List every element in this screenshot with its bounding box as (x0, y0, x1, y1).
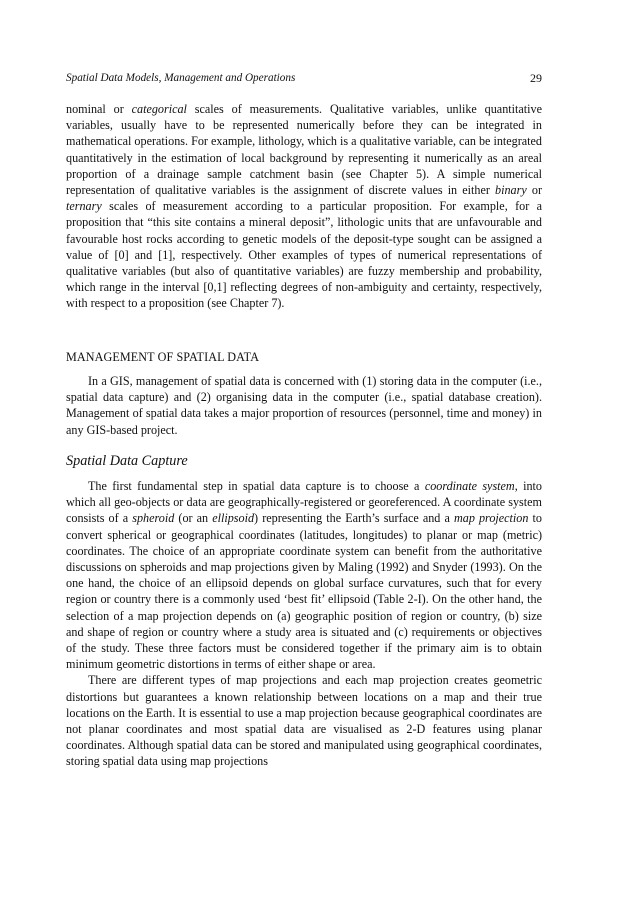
subsection-heading: Spatial Data Capture (66, 453, 188, 469)
term-ellipsoid: ellipsoid (212, 511, 255, 526)
running-title: Spatial Data Models, Management and Operations (66, 72, 296, 84)
paragraph-management (66, 373, 542, 438)
paragraph-qualitative-variables (66, 101, 542, 312)
term-spheroid: spheroid (132, 511, 175, 526)
section-heading: MANAGEMENT OF SPATIAL DATA (66, 350, 260, 364)
body-paragraph: There are different types of map projections and each map projection creates geometric distortions but guarantees a known relationship between locations on a map and their true locations on the Earth. It is essential to use a map projection because geographical coordinates are not planar coordinates and most spatial data are visualised as 2-D features using planar coordinates. Although spatial data can be stored and manipulated using geographical coordinates, storing spatial data using map projections (66, 673, 543, 769)
body-paragraph: nominal or categorical scales of measurements. Qualitative variables, unlike quantitative variables, usually have to be represented numerically before they can be integrated in mathematical operations. For example, lithology, which is a qualitative variable, can be integrated quantitatively in the estimation of local background by representing it numerically as an areal proportion of a drainage sample catchment basin (see Chapter 5). A simple numerical representation of qualitative variables is the assignment of discrete values in either binary or ternary scales of measurement according to a particular proposition. For example, for a proposition that “this site contains a mineral deposit”, lithologic units that are unfavourable and favourable host rocks according to genetic models of the deposit-type sought can be assigned a value of [0] and [1], respectively. Other examples of types of numerical representations of qualitative variables (but also of quantitative variables) are fuzzy membership and probability, which range in the interval [0,1] reflecting degrees of non-ambiguity and certainty, respectively, with respect to a proposition (see Chapter 7). (66, 102, 542, 311)
term-categorical: categorical (131, 102, 187, 116)
body-paragraph: The first fundamental step in spatial data capture is to choose a coordinate system, into which all geo-objects or data are geographically-registered or georeferenced. A coordinate system consists of a spheroid (or an ellipsoid) representing the Earth’s surface and a map projection to convert spherical or geographical coordinates (latitudes, longitudes) to planar or map (metric) coordinates. The choice of an appropriate coordinate system can benefit from the authoritative discussions on spheroids and map projections given by Maling (1992) and Snyder (1993). On the one hand, the choice of an ellipsoid depends on global surface curvatures, such that for every region or country there is a commonly used ‘best fit’ ellipsoid (Table 2-I). On the other hand, the selection of a map projection depends on (a) geographic position of region or country, (b) size and shape of region or country where a study area is situated and (c) requirements or objectives of the study. These three factors must be considered together if the primary aim is to obtain minimum geometric distortions in terms of either shape or area. (66, 479, 542, 672)
term-binary: binary (495, 183, 527, 198)
running-header (66, 70, 542, 86)
body-paragraph: In a GIS, management of spatial data is concerned with (1) storing data in the computer (i.e., spatial data capture) and (2) organising data in the computer (i.e., spatial database creation). Management of spatial data takes a major proportion of resources (personnel, time and money) in any GIS-based project. (66, 374, 542, 437)
term-coordinate-system: coordinate system (424, 479, 515, 493)
term-map-projection: map projection (453, 511, 529, 526)
term-ternary: ternary (66, 199, 102, 214)
paragraph-coordinate-system (66, 478, 542, 770)
page-number: 29 (530, 71, 542, 85)
